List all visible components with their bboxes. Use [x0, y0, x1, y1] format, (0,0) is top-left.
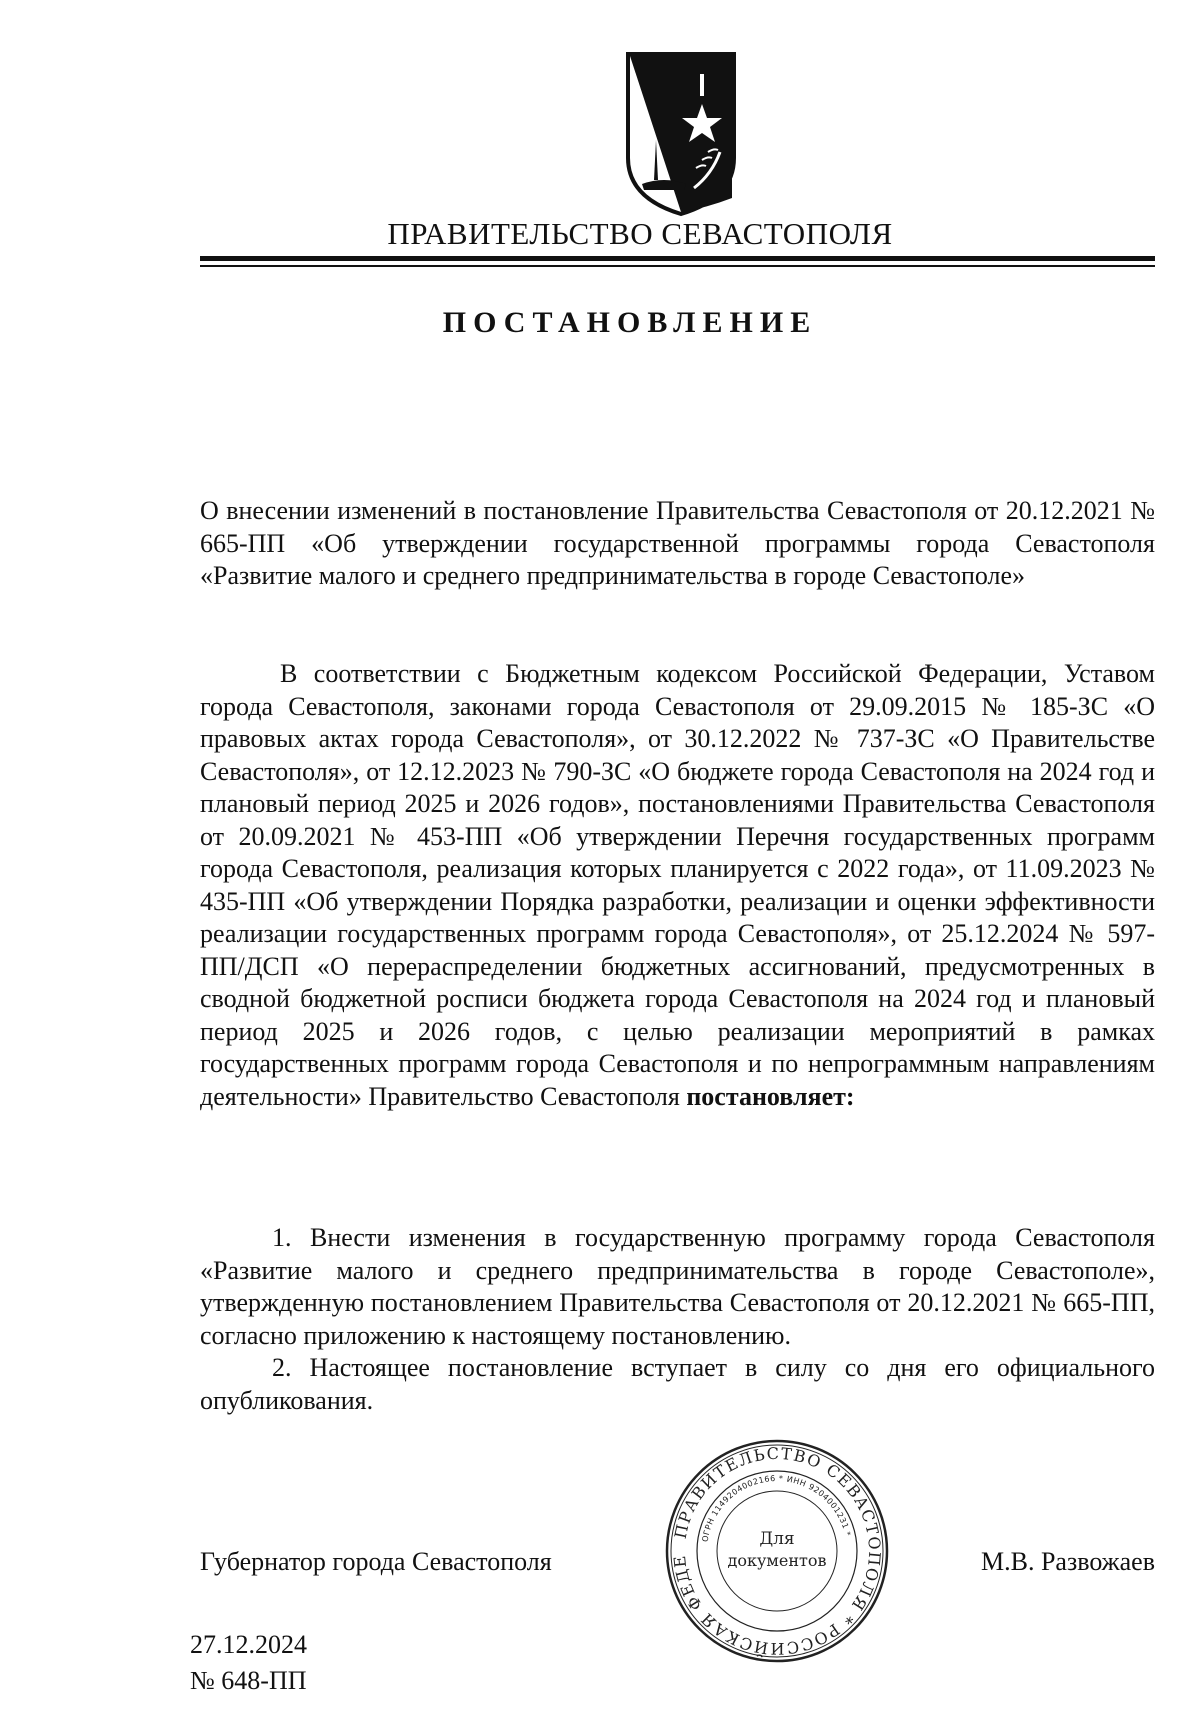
preamble-paragraph	[200, 658, 1155, 1113]
preamble-text: В соответствии с Бюджетным кодексом Российской Федерации, Уставом города Севастополя, законами города Севастополя от 29.09.2015 № 185-ЗС «О правовых актах города Севастополя», от 30.12.2022 № 737-ЗС «О Правительстве Севастополя», от 12.12.2023 № 790-ЗС «О бюджете города Севастополя на 2024 год и плановый период 2025 и 2026 годов», постановлениями Правительства Севастополя от 20.09.2021 № 453-ПП «Об утверждении Перечня государственных программ города Севастополя, реализация которых планируется с 2022 года», от 11.09.2023 № 435-ПП «Об утверждении Порядка разработки, реализации и оценки эффективности реализации государственных программ города Севастополя», от 25.12.2024 № 597-ПП/ДСП «О перераспределении бюджетных ассигнований, предусмотренных в сводной бюджетной росписи бюджета города Севастополя на 2024 год и плановый период 2025 и 2026 годов, с целью реализации мероприятий в рамках государственных программ города Севастополя и по непрограммным направлениям деятельности» Правительство Севастополя	[200, 659, 1155, 1111]
stamp-inner-text: ОГРН 1149204002166 * ИНН 9204001231 *	[700, 1473, 853, 1543]
document-number: № 648-ПП	[190, 1666, 307, 1695]
resolution-item-2: 2. Настоящее постановление вступает в силу со дня его официального опубликования.	[200, 1353, 1155, 1415]
header-divider-thin	[200, 265, 1155, 267]
coat-of-arms-emblem	[616, 48, 746, 218]
stamp-center-line-1: Для	[759, 1529, 795, 1549]
stamp-center-line-2: документов	[727, 1551, 827, 1570]
document-subject: О внесении изменений в постановление Правительства Севастополя от 20.12.2021 № 665-ПП «Об утверждении государственной программы города Севастополя «Развитие малого и среднего предпринимательства в городе Севастополе»	[200, 496, 1155, 590]
resolution-item-1: 1. Внести изменения в государственную программу города Севастополя «Развитие малого и среднего предпринимательства в городе Севастополе», утвержденную постановлением Правительства Севастополя от 20.12.2021 № 665-ПП, согласно приложению к настоящему постановлению.	[200, 1223, 1155, 1350]
stamp-outer-text: ПРАВИТЕЛЬСТВО СЕВАСТОПОЛЯ * РОССИЙСКАЯ ФЕДЕ	[669, 1443, 885, 1659]
signatory-position: Губернатор города Севастополя	[200, 1547, 552, 1576]
official-seal-stamp	[662, 1436, 892, 1666]
organization-name: ПРАВИТЕЛЬСТВО СЕВАСТОПОЛЯ	[387, 216, 893, 251]
resolution-items	[200, 1222, 1155, 1417]
header-divider-thick	[200, 256, 1155, 261]
document-type-title: ПОСТАНОВЛЕНИЕ	[442, 306, 818, 339]
signatory-name: М.В. Развожаев	[980, 1547, 1155, 1576]
decision-word: постановляет:	[686, 1081, 855, 1111]
document-date: 27.12.2024	[190, 1630, 307, 1659]
